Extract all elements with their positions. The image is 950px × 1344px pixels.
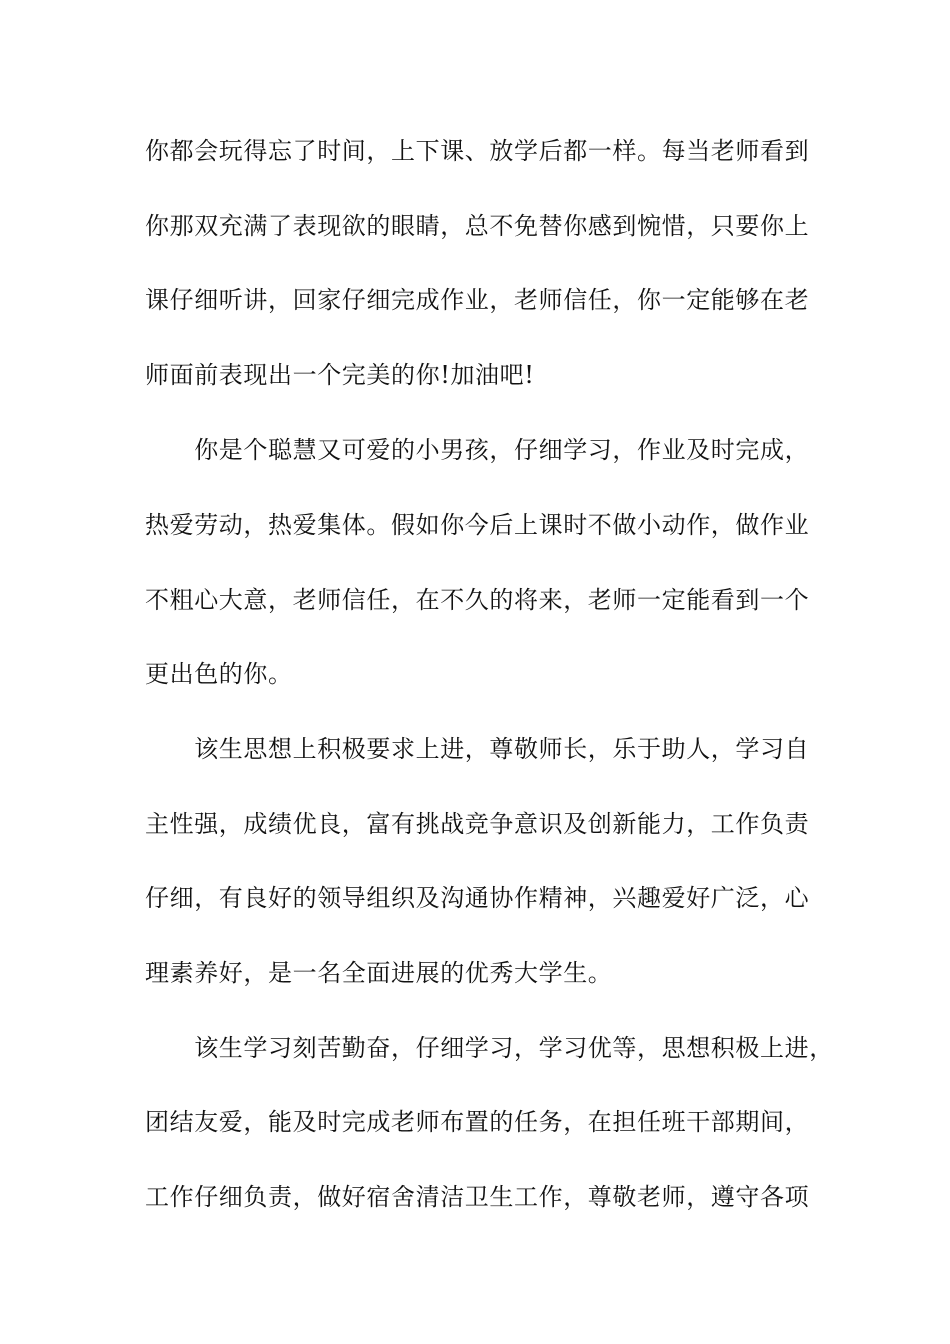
text-line: 你都会玩得忘了时间，上下课、放学后都一样。每当老师看到: [145, 137, 810, 165]
text-line: 仔细，有良好的领导组织及沟通协作精神，兴趣爱好广泛，心: [145, 884, 810, 912]
text-line: 更出色的你。: [145, 660, 293, 688]
text-line: 不粗心大意，老师信任，在不久的将来，老师一定能看到一个: [145, 586, 810, 614]
text-line: 你是个聪慧又可爱的小男孩，仔细学习，作业及时完成，: [145, 436, 810, 464]
text-line: 团结友爱，能及时完成老师布置的任务，在担任班干部期间，: [145, 1108, 810, 1136]
text-line: 该生学习刻苦勤奋，仔细学习，学习优等，思想积极上进，: [145, 1034, 834, 1062]
text-line: 课仔细听讲，回家仔细完成作业，老师信任，你一定能够在老: [145, 286, 810, 314]
text-line: 你那双充满了表现欲的眼睛，总不免替你感到惋惜，只要你上: [145, 212, 810, 240]
text-line: 主性强，成绩优良，富有挑战竞争意识及创新能力，工作负责: [145, 810, 810, 838]
text-line: 该生思想上积极要求上进，尊敬师长，乐于助人，学习自: [145, 735, 810, 763]
text-line: 工作仔细负责，做好宿舍清洁卫生工作，尊敬老师，遵守各项: [145, 1183, 810, 1211]
text-line: 理素养好，是一名全面进展的优秀大学生。: [145, 959, 613, 987]
text-line: 热爱劳动，热爱集体。假如你今后上课时不做小动作，做作业: [145, 511, 810, 539]
text-line: 师面前表现出一个完美的你!加油吧!: [145, 361, 535, 389]
